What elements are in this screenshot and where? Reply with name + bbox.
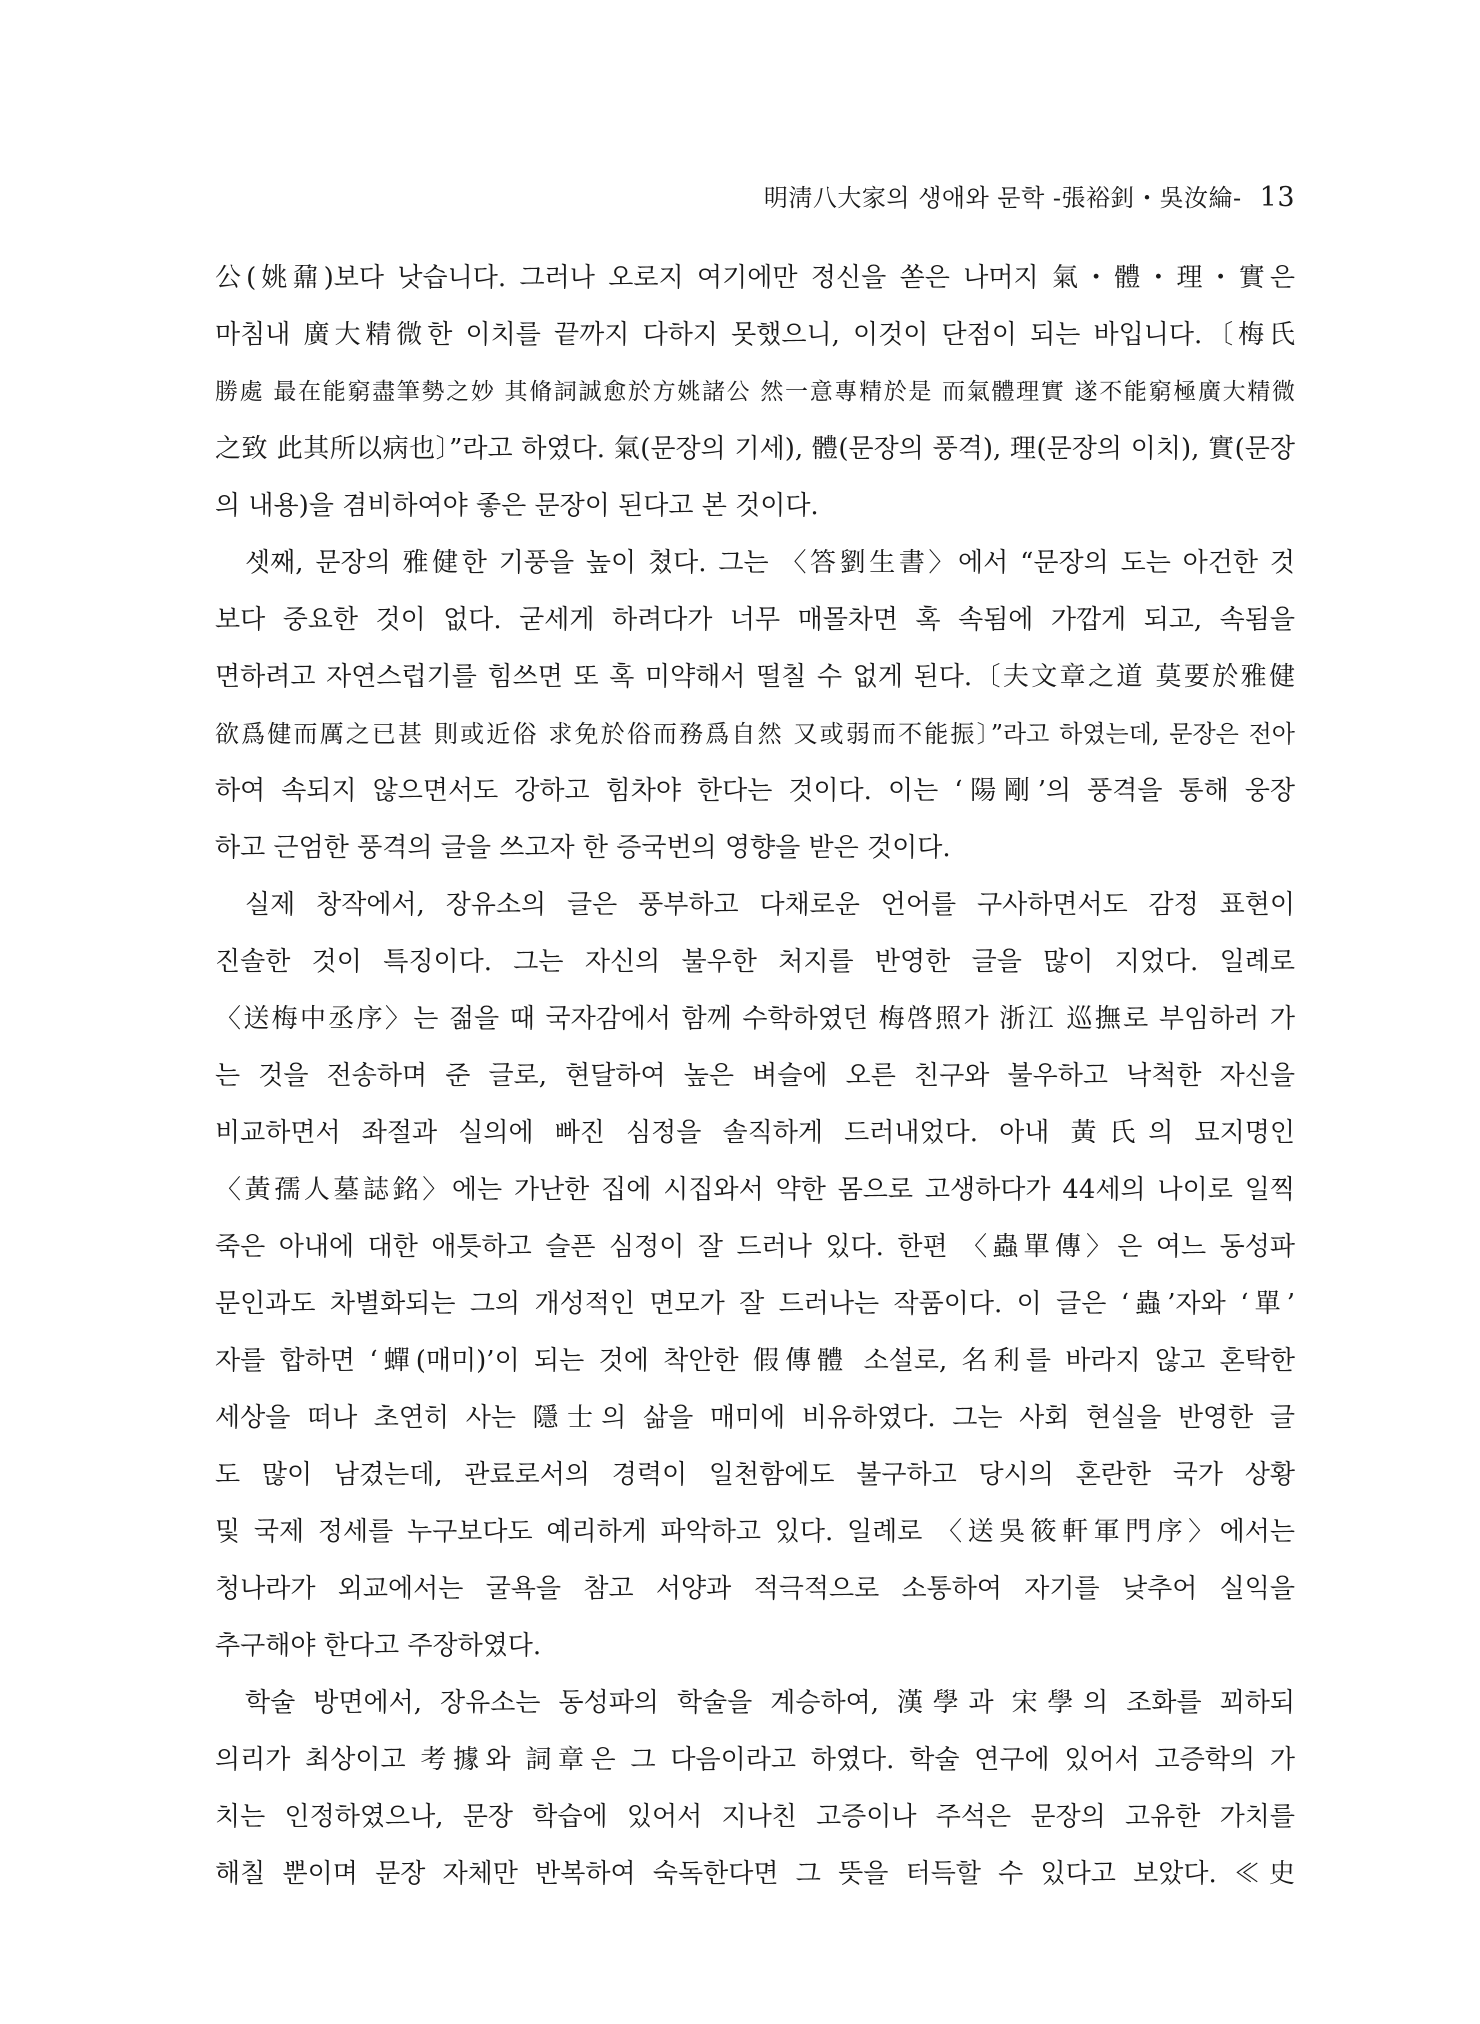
text-line: 는 것을 전송하며 준 글로, 현달하여 높은 벼슬에 오른 친구와 불우하고 낙척한 자신을 — [215, 1061, 1295, 1091]
text-line: 문인과도 차별화되는 그의 개성적인 면모가 잘 드러나는 작품이다. 이 글은 ‘蟲’자와 ‘單’ — [215, 1289, 1295, 1319]
text-line: 公(姚鼐)보다 낫습니다. 그러나 오로지 여기에만 정신을 쏟은 나머지 氣・體・理・實은 — [215, 263, 1295, 293]
text-line: 의 내용)을 겸비하여야 좋은 문장이 된다고 본 것이다. — [215, 491, 819, 521]
running-title: 明淸八大家의 생애와 문학 -張裕釗・吳汝綸- — [763, 184, 1242, 212]
text-line: 자를 합하면 ‘蟬(매미)’이 되는 것에 착안한 假傳體 소설로, 名利를 바라지 않고 혼탁한 — [215, 1346, 1295, 1376]
text-line: 죽은 아내에 대한 애틋하고 슬픈 심정이 잘 드러나 있다. 한편 〈蟲單傳〉은 여느 동성파 — [215, 1232, 1295, 1262]
text-line: 〈黃孺人墓誌銘〉에는 가난한 집에 시집와서 약한 몸으로 고생하다가 44세의 나이로 일찍 — [215, 1175, 1295, 1205]
text-line: 勝處 最在能窮盡筆勢之妙 其脩詞誠愈於方姚諸公 然一意專精於是 而氣體理實 遂不能窮極廣大精微 — [215, 379, 1295, 405]
text-line: 세상을 떠나 초연히 사는 隱士의 삶을 매미에 비유하였다. 그는 사회 현실을 반영한 글 — [215, 1403, 1295, 1433]
text-line: 〈送梅中丞序〉는 젊을 때 국자감에서 함께 수학하였던 梅啓照가 浙江 巡撫로 부임하러 가 — [215, 1004, 1295, 1034]
text-line: 하고 근엄한 풍격의 글을 쓰고자 한 증국번의 영향을 받은 것이다. — [215, 833, 951, 863]
text-line: 비교하면서 좌절과 실의에 빠진 심정을 솔직하게 드러내었다. 아내 黃氏의 묘지명인 — [215, 1118, 1295, 1148]
paragraph-1 — [215, 250, 1295, 535]
text-line: 청나라가 외교에서는 굴욕을 참고 서양과 적극적으로 소통하여 자기를 낮추어 실익을 — [215, 1574, 1295, 1604]
text-line: 추구해야 한다고 주장하였다. — [215, 1631, 542, 1661]
text-line: 之致 此其所以病也〕”라고 하였다. 氣(문장의 기세), 體(문장의 풍격), 理(문장의 이치), 實(문장 — [215, 434, 1295, 464]
page-number: 13 — [1259, 182, 1295, 213]
text-line: 치는 인정하였으나, 문장 학습에 있어서 지나친 고증이나 주석은 문장의 고유한 가치를 — [215, 1802, 1295, 1832]
text-line: 해칠 뿐이며 문장 자체만 반복하여 숙독한다면 그 뜻을 터득할 수 있다고 보았다. ≪史 — [215, 1859, 1295, 1889]
text-line: 하여 속되지 않으면서도 강하고 힘차야 한다는 것이다. 이는 ‘陽剛’의 풍격을 통해 웅장 — [215, 776, 1295, 806]
paragraph-2 — [215, 535, 1295, 877]
paragraph-3 — [215, 877, 1295, 1675]
text-line: 학술 방면에서, 장유소는 동성파의 학술을 계승하여, 漢學과 宋學의 조화를 꾀하되 — [245, 1688, 1295, 1718]
text-line: 진솔한 것이 특징이다. 그는 자신의 불우한 처지를 반영한 글을 많이 지었다. 일례로 — [215, 947, 1295, 977]
text-line: 欲爲健而厲之已甚 則或近俗 求免於俗而務爲自然 又或弱而不能振〕”라고 하였는데, 문장은 전아 — [215, 720, 1295, 748]
text-line: 의리가 최상이고 考據와 詞章은 그 다음이라고 하였다. 학술 연구에 있어서 고증학의 가 — [215, 1745, 1295, 1775]
text-line: 보다 중요한 것이 없다. 굳세게 하려다가 너무 매몰차면 혹 속됨에 가깝게 되고, 속됨을 — [215, 605, 1295, 635]
body-text — [215, 250, 1295, 1903]
text-line: 실제 창작에서, 장유소의 글은 풍부하고 다채로운 언어를 구사하면서도 감정 표현이 — [245, 890, 1295, 920]
running-header — [215, 178, 1295, 213]
text-line: 면하려고 자연스럽기를 힘쓰면 또 혹 미약해서 떨칠 수 없게 된다.〔夫文章之道 莫要於雅健 — [215, 662, 1295, 692]
text-line: 및 국제 정세를 누구보다도 예리하게 파악하고 있다. 일례로 〈送吳筱軒軍門序〉에서는 — [215, 1517, 1295, 1547]
text-line: 도 많이 남겼는데, 관료로서의 경력이 일천함에도 불구하고 당시의 혼란한 국가 상황 — [215, 1460, 1295, 1490]
paragraph-4 — [215, 1675, 1295, 1903]
text-line: 셋째, 문장의 雅健한 기풍을 높이 쳤다. 그는 〈答劉生書〉에서 “문장의 도는 아건한 것 — [245, 548, 1295, 578]
text-line: 마침내 廣大精微한 이치를 끝까지 다하지 못했으니, 이것이 단점이 되는 바입니다.〔梅氏 — [215, 320, 1295, 350]
